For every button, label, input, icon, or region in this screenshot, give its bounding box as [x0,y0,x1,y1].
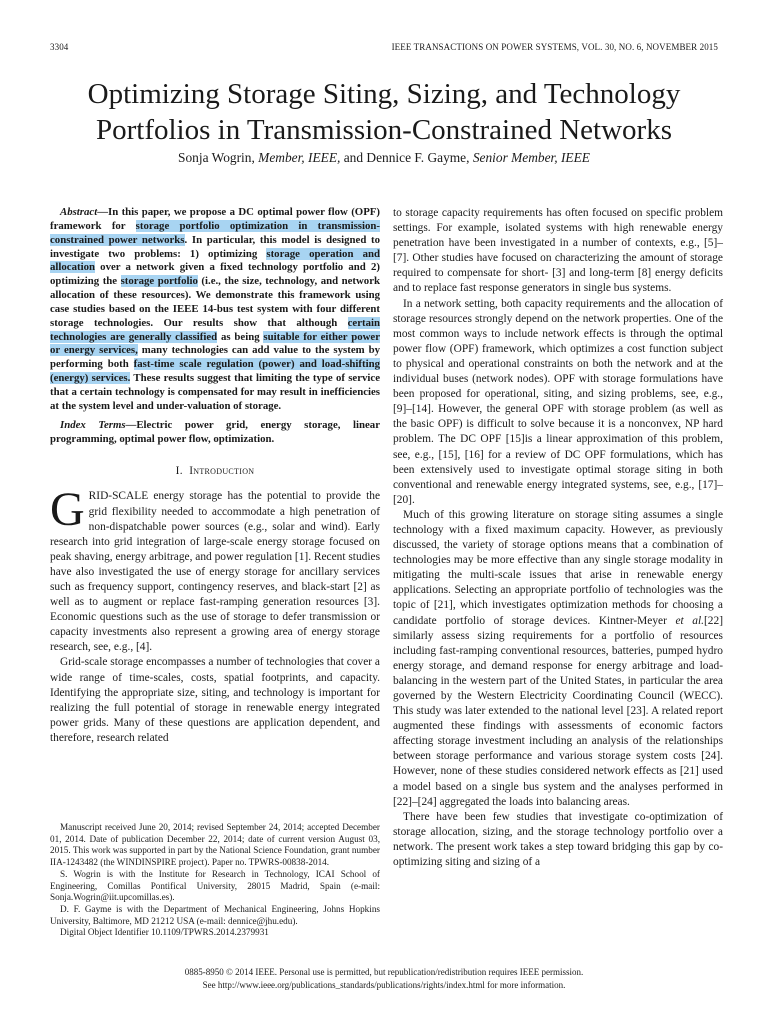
index-terms-text: —Electric power grid, energy storage, linear programming, optimal power flow, optimization. [50,418,380,445]
right-paragraph-3-text-a: Much of this growing literature on storage siting assumes a single technology with a fixed maximum capacity. However, as previously discussed, the variety of storage options means that a combination of technologies may be more effective than any single storage modality in mitigating the multi-scale issues that arise in renewable energy applications. Selecting an appropriate portfolio of technologies was the topic of [21], which investigates optimization methods for choosing a candidate portfolio of storage devices. Kintner-Meyer [393,508,723,627]
abstract-text: over a network given a fixed technology portfolio and 2) optimizing the [50,261,380,288]
author-1-role: Member, IEEE, [258,150,341,165]
abstract-text: These results suggest that limiting the type of service that a certain technology is compensated for may result in inefficiencies at the system level and under-valuation of storage. [50,372,380,412]
abstract-text: —In this paper, we propose a DC optimal power flow (OPF) framework for [50,206,380,232]
abstract-text: (i.e., the size, technology, and network allocation of these resources). We demonstrate this framework using case studies based on the IEEE 14-bus test system with four different storage technologies. Our results show that although [50,275,380,329]
highlight: certain technologies are generally classified [50,316,380,343]
highlight: suitable for either power or energy services, [50,330,380,357]
author-line [40,150,728,166]
section-title: Introduction [189,465,255,478]
highlight: storage operation and allocation [50,247,380,274]
author-1-name: Sonja Wogrin, [178,150,255,165]
drop-cap: G [50,483,85,537]
abstract-label: Abstract [60,206,98,218]
section-numeral: I. [175,465,183,478]
footnote-author-1: S. Wogrin is with the Institute for Research in Technology, ICAI School of Engineering, Comillas Pontifical University, 28015 Madrid, Spain (e-mail: Sonja.Wogrin@iit.upcomillas.es). [50,868,380,903]
intro-paragraph-1 [50,483,381,655]
intro-paragraph-1-text: RID-SCALE energy storage has the potential to provide the grid flexibility needed to accommodate a high penetration of non-dispatchable power sources (e.g., solar and wind). Early research into grid integration of large-scale energy storage focused on peak shaving, energy arbitrage, and power regulation [1]. Recent studies have also investigated the use of energy storage for ancillary services such as frequency support, contingency reserves, and black-start [2] as well as to augment or replace fast-ramping generation resources [3]. Economic questions such as the use of storage to defer transmission or capacity investments also represent a growing area of energy storage research, see, e.g., [4]. [50,490,381,654]
running-header [50,42,718,56]
footnote-author-2: D. F. Gayme is with the Department of Mechanical Engineering, Johns Hopkins University, Baltimore, MD 21212 USA (e-mail: dennice@jhu.edu). [50,903,380,926]
copyright-line-1: 0885-8950 © 2014 IEEE. Personal use is permitted, but republication/redistribution requires IEEE permission. [184,967,584,977]
index-terms-label: Index Terms [60,418,126,431]
footnote-manuscript: Manuscript received June 20, 2014; revised September 24, 2014; accepted December 01, 2014. Date of publication December 22, 2014; date of current version August 03, 2015. This work was supported in part by the National Science Foundation, grant number IIA-1243482 (the WINDINSPIRE project). Paper no. TPWRS-00838-2014. [50,822,380,868]
right-paragraph-2: In a network setting, both capacity requirements and the allocation of storage resources strongly depend on the network properties. One of the most common ways to include network effects is through the optimal power flow (OPF) framework, which optimizes a cost function subject to physical and operational constraints on both the network and at the individual buses (network nodes). OPF with storage formulations have been proposed for operational, siting, and sizing problems, see, e.g., [9]–[14]. However, the general OPF with storage problem (as well as the basic OPF) is difficult to solve because it is a nonconvex, NP hard problem. The DC OPF [15]is a linear approximation of this problem, see, e.g., [15], [16] for a review of DC OPF formulations, which has been extensively used to investigate optimal storage siting in both conventional and renewable energy integrated systems, see, e.g., [17]–[20]. [393,297,723,506]
footnotes [50,822,380,939]
title-line-1: Optimizing Storage Siting, Sizing, and Technology [87,78,681,110]
right-paragraph-1: to storage capacity requirements has often focused on specific problem settings. For example, isolated systems with high renewable energy penetration have been investigated in a number of contexts, e.g., [5]–[7]. Other studies have focused on characterizing the amount of storage required to compensate for short- [3] and long-term [8] energy deficits and to replace fast response generators in single bus systems. [393,207,723,295]
abstract-text: . In particular, this model is designed to investigate two problems: 1) optimizing [50,233,381,260]
section-heading-introduction [50,464,380,479]
journal-citation: IEEE TRANSACTIONS ON POWER SYSTEMS, VOL. 30, NO. 6, NOVEMBER 2015 [391,42,718,52]
paper-title [40,76,728,148]
highlight: fast-time scale regulation (power) and load-shifting (energy) services. [50,358,380,385]
copyright-notice [40,966,728,992]
author-2-name: Dennice F. Gayme, [366,150,470,165]
footnote-doi: Digital Object Identifier 10.1109/TPWRS.2014.2379931 [60,927,269,938]
right-column [393,206,723,870]
left-column [50,206,380,746]
index-terms [50,419,380,447]
abstract [50,206,380,414]
copyright-line-2: See http://www.ieee.org/publications_standards/publications/rights/index.html for more information. [202,980,566,990]
author-2-role: Senior Member, IEEE [472,150,590,165]
right-paragraph-3-text-b: [22] similarly assess sizing requirements for a portfolio of resources including fast-ramping conventional resources, batteries, pumped hydro energy storage, and demand response for energy arbitrage and load-balancing in the western part of the United States, in particular the area governed by the Western Electricity Coordinating Council (WECC). This study was later extended to the national level [23]. A related report augmented these findings with assessments of economic factors affecting storage investment including an analysis of the relationships between storage performance and various storage system costs [24]. However, none of these studies considered network effects as [21] used a model based on a single bus system and the analyses performed in [22]–[24] aggregated the loads into balancing areas. [393,614,723,808]
intro-paragraph-2: Grid-scale storage encompasses a number of technologies that cover a wide range of time-scales, costs, spatial footprints, and capacity. Identifying the appropriate size, siting, and technology is important for realizing the full potential of storage in renewable energy integrated power grids. Many of these questions are application dependent, and therefore, research related [50,656,380,744]
right-paragraph-4: There have been few studies that investigate co-optimization of storage allocation, sizing, and the storage technology portfolio over a network. The present work takes a step toward bridging this gap by co-optimizing siting and sizing of a [393,810,723,869]
abstract-text: many technologies can add value to the system by performing both [50,344,380,371]
right-paragraph-3 [393,508,723,810]
highlight: storage portfolio optimization in transmission-constrained power networks [50,219,380,246]
abstract-text: as being [217,330,264,343]
title-line-2: Portfolios in Transmission-Constrained Networks [96,114,672,146]
author-conjunction: and [343,150,364,165]
highlight: storage portfolio [120,275,198,288]
page-number: 3304 [50,42,69,52]
et-al: et al. [675,614,705,627]
